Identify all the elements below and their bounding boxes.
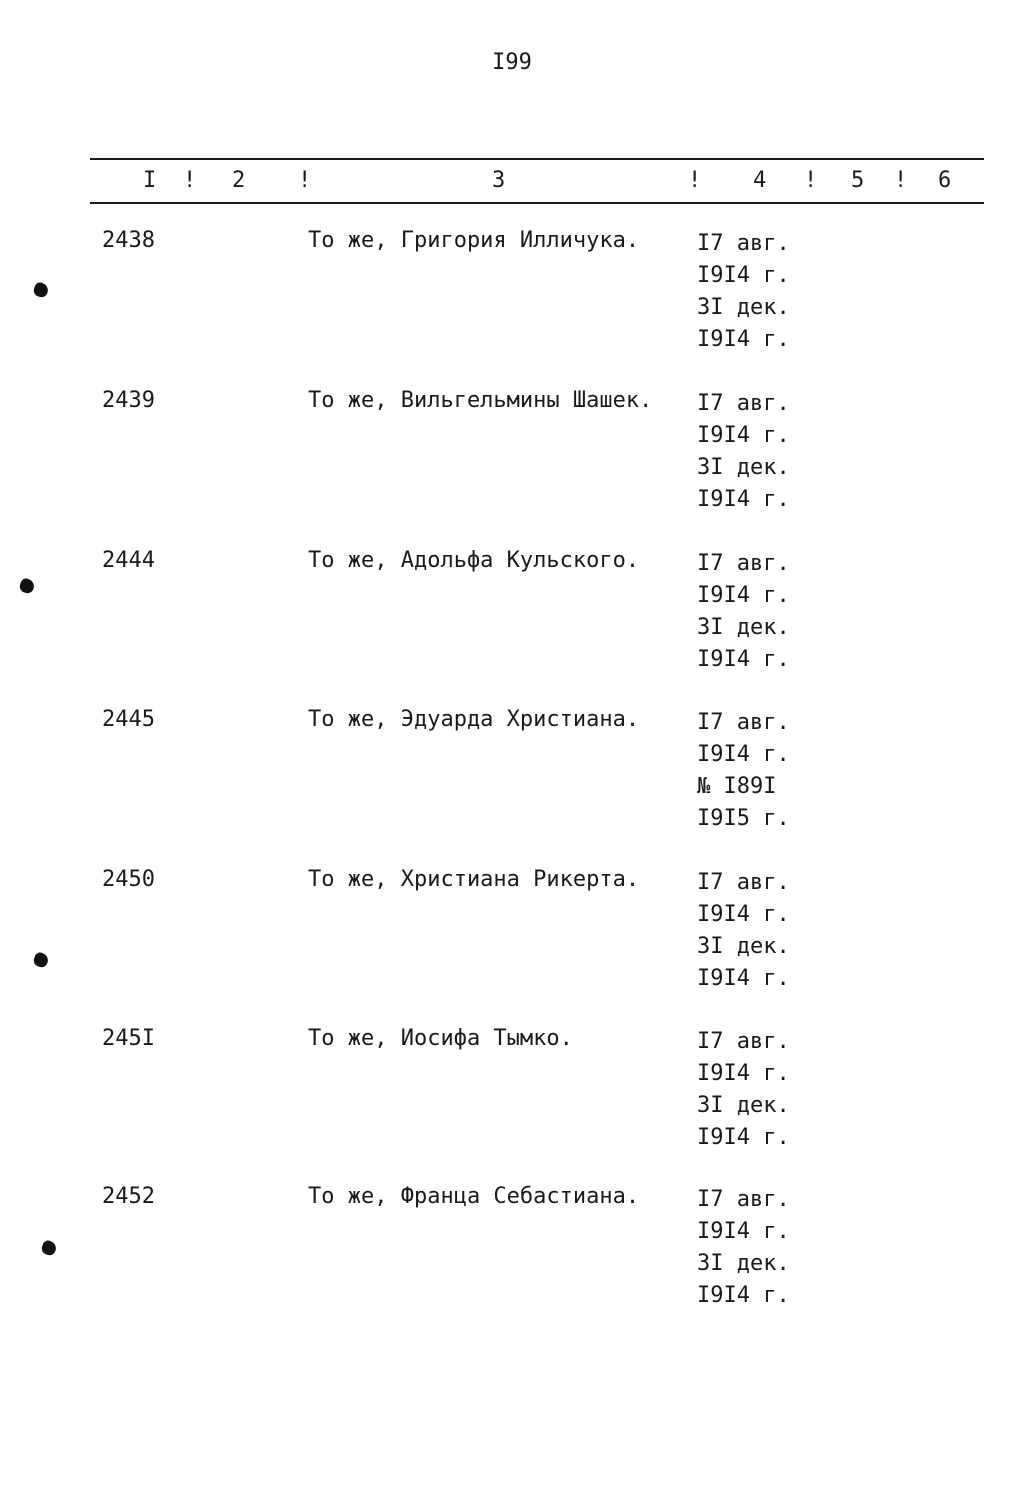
date-line: I7 авг. bbox=[697, 1187, 790, 1212]
record-description: То же, Адольфа Кульского. bbox=[308, 548, 640, 573]
header-col-2: 2 bbox=[232, 168, 246, 193]
record-number: 2445 bbox=[102, 707, 155, 732]
record-number: 2452 bbox=[102, 1184, 155, 1209]
record-dates bbox=[697, 1026, 790, 1154]
table-row bbox=[0, 228, 1024, 388]
header-col-3: 3 bbox=[492, 168, 506, 193]
date-line: 3I дек. bbox=[697, 1251, 790, 1276]
record-dates bbox=[697, 867, 790, 995]
date-line: № I89I bbox=[697, 774, 777, 799]
table-row bbox=[0, 707, 1024, 867]
table-row bbox=[0, 1026, 1024, 1186]
record-description: То же, Иосифа Тымко. bbox=[308, 1026, 573, 1051]
header-col-5: 5 bbox=[851, 168, 865, 193]
date-line: I9I4 г. bbox=[697, 1125, 790, 1150]
record-dates bbox=[697, 707, 790, 835]
record-number: 245I bbox=[102, 1026, 155, 1051]
header-bottom-rule bbox=[90, 202, 984, 204]
header-col-6: 6 bbox=[938, 168, 952, 193]
date-line: I7 авг. bbox=[697, 231, 790, 256]
date-line: 3I дек. bbox=[697, 1093, 790, 1118]
page-number: I99 bbox=[492, 50, 532, 75]
date-line: 3I дек. bbox=[697, 615, 790, 640]
header-separator: ! bbox=[183, 168, 197, 193]
header-separator: ! bbox=[804, 168, 818, 193]
header-col-4: 4 bbox=[753, 168, 767, 193]
record-dates bbox=[697, 1184, 790, 1312]
date-line: I9I4 г. bbox=[697, 966, 790, 991]
header-top-rule bbox=[90, 158, 984, 160]
header-separator: ! bbox=[688, 168, 702, 193]
header-separator: ! bbox=[298, 168, 312, 193]
record-description: То же, Вильгельмины Шашек. bbox=[308, 388, 653, 413]
record-number: 2439 bbox=[102, 388, 155, 413]
date-line: I7 авг. bbox=[697, 551, 790, 576]
record-dates bbox=[697, 228, 790, 356]
date-line: I9I4 г. bbox=[697, 583, 790, 608]
date-line: I9I4 г. bbox=[697, 423, 790, 448]
date-line: I9I4 г. bbox=[697, 487, 790, 512]
record-description: То же, Григория Илличука. bbox=[308, 228, 640, 253]
date-line: I7 авг. bbox=[697, 870, 790, 895]
record-description: То же, Эдуарда Христиана. bbox=[308, 707, 640, 732]
record-description: То же, Христиана Рикерта. bbox=[308, 867, 640, 892]
date-line: I7 авг. bbox=[697, 1029, 790, 1054]
date-line: I7 авг. bbox=[697, 710, 790, 735]
header-separator: ! bbox=[894, 168, 908, 193]
date-line: I9I4 г. bbox=[697, 647, 790, 672]
record-number: 2444 bbox=[102, 548, 155, 573]
date-line: I9I4 г. bbox=[697, 1061, 790, 1086]
table-row bbox=[0, 1184, 1024, 1344]
date-line: I9I4 г. bbox=[697, 742, 790, 767]
header-col-1: I bbox=[143, 168, 157, 193]
record-description: То же, Франца Себастиана. bbox=[308, 1184, 640, 1209]
date-line: I9I5 г. bbox=[697, 806, 790, 831]
record-dates bbox=[697, 388, 790, 516]
date-line: 3I дек. bbox=[697, 295, 790, 320]
record-dates bbox=[697, 548, 790, 676]
table-row bbox=[0, 548, 1024, 708]
date-line: I9I4 г. bbox=[697, 1219, 790, 1244]
date-line: I9I4 г. bbox=[697, 327, 790, 352]
table-row bbox=[0, 867, 1024, 1027]
record-number: 2438 bbox=[102, 228, 155, 253]
date-line: I7 авг. bbox=[697, 391, 790, 416]
table-row bbox=[0, 388, 1024, 548]
date-line: I9I4 г. bbox=[697, 263, 790, 288]
date-line: I9I4 г. bbox=[697, 902, 790, 927]
date-line: 3I дек. bbox=[697, 455, 790, 480]
record-number: 2450 bbox=[102, 867, 155, 892]
date-line: 3I дек. bbox=[697, 934, 790, 959]
date-line: I9I4 г. bbox=[697, 1283, 790, 1308]
